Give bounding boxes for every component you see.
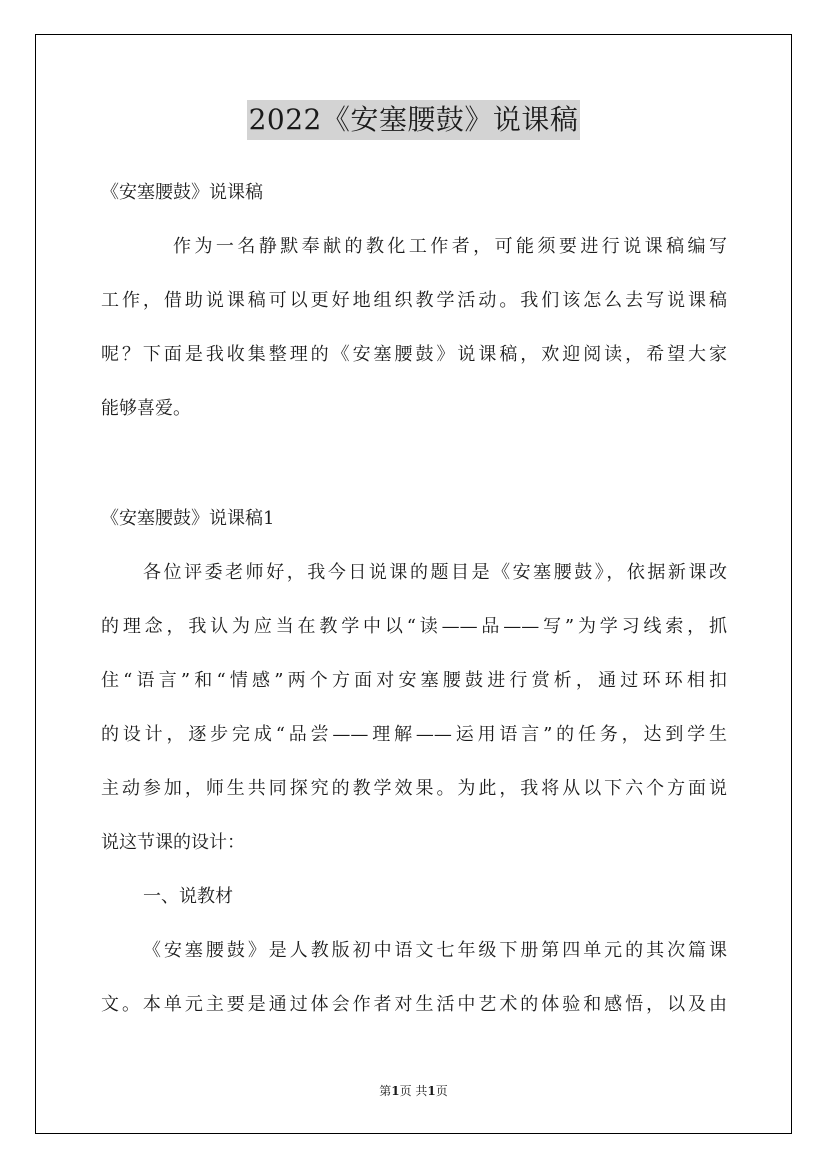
subsection-heading: 一、说教材: [143, 886, 233, 907]
paragraph-line: 《安塞腰鼓》是人教版初中语文七年级下册第四单元的其次篇课: [143, 940, 727, 961]
title-container: [0, 100, 827, 140]
document-title: 2022《安塞腰鼓》说课稿: [247, 100, 581, 140]
paragraph-line: 的理念，我认为应当在教学中以“读——品——写”为学习线索，抓: [101, 616, 727, 637]
paragraph-line: 能够喜爱。: [101, 398, 191, 419]
footer-page-number: 1: [391, 1084, 400, 1098]
page-footer: [0, 1083, 827, 1099]
subtitle: 《安塞腰鼓》说课稿: [101, 182, 263, 203]
paragraph-line: 各位评委老师好，我今日说课的题目是《安塞腰鼓》，依据新课改: [143, 562, 727, 583]
paragraph-line: 的设计，逐步完成“品尝——理解——运用语言”的任务，达到学生: [101, 724, 727, 745]
paragraph-line: 工作，借助说课稿可以更好地组织教学活动。我们该怎么去写说课稿: [101, 290, 727, 311]
paragraph-line: 住“语言”和“情感”两个方面对安塞腰鼓进行赏析，通过环环相扣: [101, 670, 727, 691]
paragraph-line: 文。本单元主要是通过体会作者对生活中艺术的体验和感悟，以及由: [101, 994, 727, 1015]
section-heading: 《安塞腰鼓》说课稿1: [101, 508, 275, 529]
paragraph-line: 作为一名静默奉献的教化工作者，可能须要进行说课稿编写: [173, 236, 727, 257]
paragraph-line: 呢？下面是我收集整理的《安塞腰鼓》说课稿，欢迎阅读，希望大家: [101, 344, 727, 365]
footer-suffix: 页: [435, 1084, 448, 1098]
footer-page-total: 1: [427, 1084, 436, 1098]
footer-prefix: 第: [379, 1084, 392, 1098]
paragraph-line: 说这节课的设计：: [101, 832, 245, 853]
footer-mid: 页 共: [399, 1084, 428, 1098]
paragraph-line: 主动参加，师生共同探究的教学效果。为此，我将从以下六个方面说: [101, 778, 727, 799]
